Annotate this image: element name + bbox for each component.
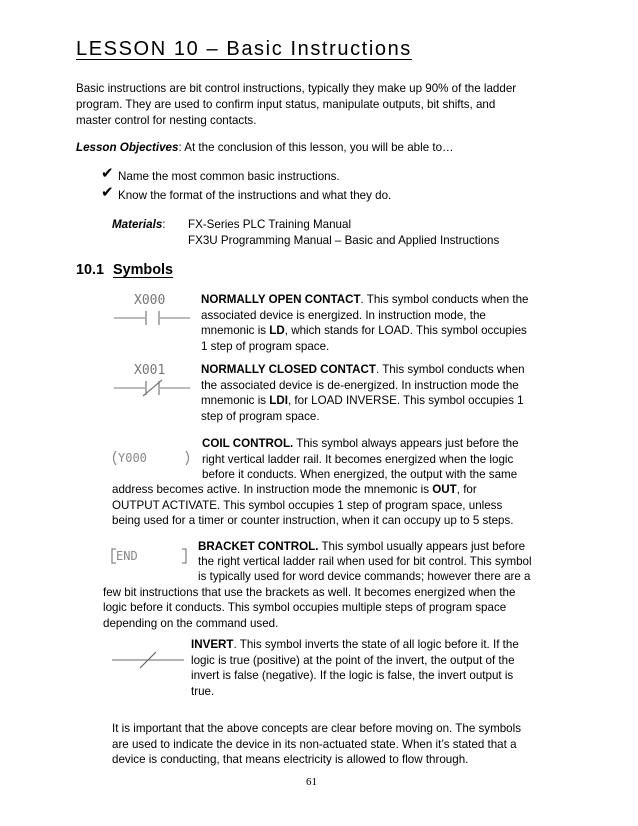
materials-colon: : <box>162 218 166 231</box>
page-number: 61 <box>306 776 317 788</box>
materials-item: FX-Series PLC Training Manual <box>188 218 352 231</box>
coil-description-line4: address becomes active. In instruction mode the mnemonic is OUT, for <box>112 483 477 496</box>
intro-line: program. They are used to confirm input status, manipulate outputs, bit shifts, and <box>76 98 496 111</box>
nc-description-line4: step of program space. <box>201 410 320 423</box>
coil-description-line1: COIL CONTROL. This symbol always appears just before the <box>202 437 519 450</box>
closing-line: device is conducting, that means electricity is allowed to flow through. <box>112 753 469 766</box>
bracket-description-line6: depending on the command used. <box>103 617 279 630</box>
coil-icon <box>108 448 194 468</box>
section-title: Symbols <box>113 262 173 278</box>
no-device-label: X000 <box>134 293 166 308</box>
section-number: 10.1 <box>76 262 105 278</box>
invert-description-line2: logic is true (positive) at the point of the invert, the output of the <box>191 654 515 667</box>
nc-device-label: X001 <box>134 363 166 378</box>
bracket-description-line3: is typically used for word device commands; however there are a <box>198 570 531 583</box>
coil-description-line5: OUTPUT ACTIVATE. This symbol occupies 1 step of program space, unless <box>112 499 503 512</box>
invert-description-line3: invert is false (negative). If the logic is false, the invert output is <box>191 669 514 682</box>
intro-line: master control for nesting contacts. <box>76 114 257 127</box>
invert-description-line4: true. <box>191 685 215 698</box>
invert-description-line1: INVERT. This symbol inverts the state of all logic before it. If the <box>191 638 519 651</box>
bracket-device-label: END <box>116 549 138 563</box>
objective-item: Name the most common basic instructions. <box>118 170 340 183</box>
nc-description-line3: mnemonic is LDI, for LOAD INVERSE. This symbol occupies 1 <box>201 394 524 407</box>
coil-description-line2: right vertical ladder rail. It becomes energized when the logic <box>202 453 514 466</box>
coil-description-line3: before it conducts. When energized, the output with the same <box>202 468 518 481</box>
closing-line: are used to indicate the device in its non-actuated state. When it’s stated that a <box>112 738 517 751</box>
objective-item: Know the format of the instructions and what they do. <box>118 189 392 202</box>
no-description-line3: mnemonic is LD, which stands for LOAD. This symbol occupies <box>201 324 527 337</box>
bracket-description-line4: few bit instructions that use the brackets as well. It becomes energized when the <box>103 586 516 599</box>
bracket-description-line5: logic before it conducts. This symbol occupies multiple steps of program space <box>103 601 507 614</box>
closing-line: It is important that the above concepts are clear before moving on. The symbols <box>112 722 522 735</box>
checkmark-icon: ✔ <box>101 165 114 182</box>
no-description-line4: 1 step of program space. <box>201 340 330 353</box>
checkmark-icon: ✔ <box>101 184 114 201</box>
objectives-paragraph <box>76 140 454 155</box>
bracket-icon <box>110 546 192 566</box>
bracket-description-line1: BRACKET CONTROL. This symbol usually appears just before <box>198 540 526 553</box>
materials-label-group <box>112 217 166 232</box>
materials-label: Materials <box>112 218 163 231</box>
intro-line: Basic instructions are bit control instructions, typically they make up 90% of the ladder <box>76 82 517 95</box>
nc-description-line2: the associated device is de-energized. In instruction mode the <box>201 379 519 392</box>
materials-item: FX3U Programming Manual – Basic and Applied Instructions <box>188 234 500 247</box>
objectives-label: Lesson Objectives <box>76 141 179 154</box>
invert-icon <box>110 648 186 672</box>
nc-description-line1: NORMALLY CLOSED CONTACT. This symbol conducts when <box>201 363 525 376</box>
coil-device-label: Y000 <box>118 451 147 465</box>
no-description-line1: NORMALLY OPEN CONTACT. This symbol conducts when the <box>201 293 529 306</box>
coil-description-line6: being used for a timer or counter instruction, when it can occupy up to 5 steps. <box>112 514 514 527</box>
no-description-line2: associated device is energized. In instruction mode, the <box>201 309 486 322</box>
normally-closed-contact-icon <box>112 360 194 402</box>
objectives-text: : At the conclusion of this lesson, you will be able to… <box>178 141 454 154</box>
bracket-description-line2: the right vertical ladder rail when used for bit control. This symbol <box>198 555 532 568</box>
normally-open-contact-icon <box>112 290 194 332</box>
page-title: LESSON 10 – Basic Instructions <box>76 38 412 60</box>
